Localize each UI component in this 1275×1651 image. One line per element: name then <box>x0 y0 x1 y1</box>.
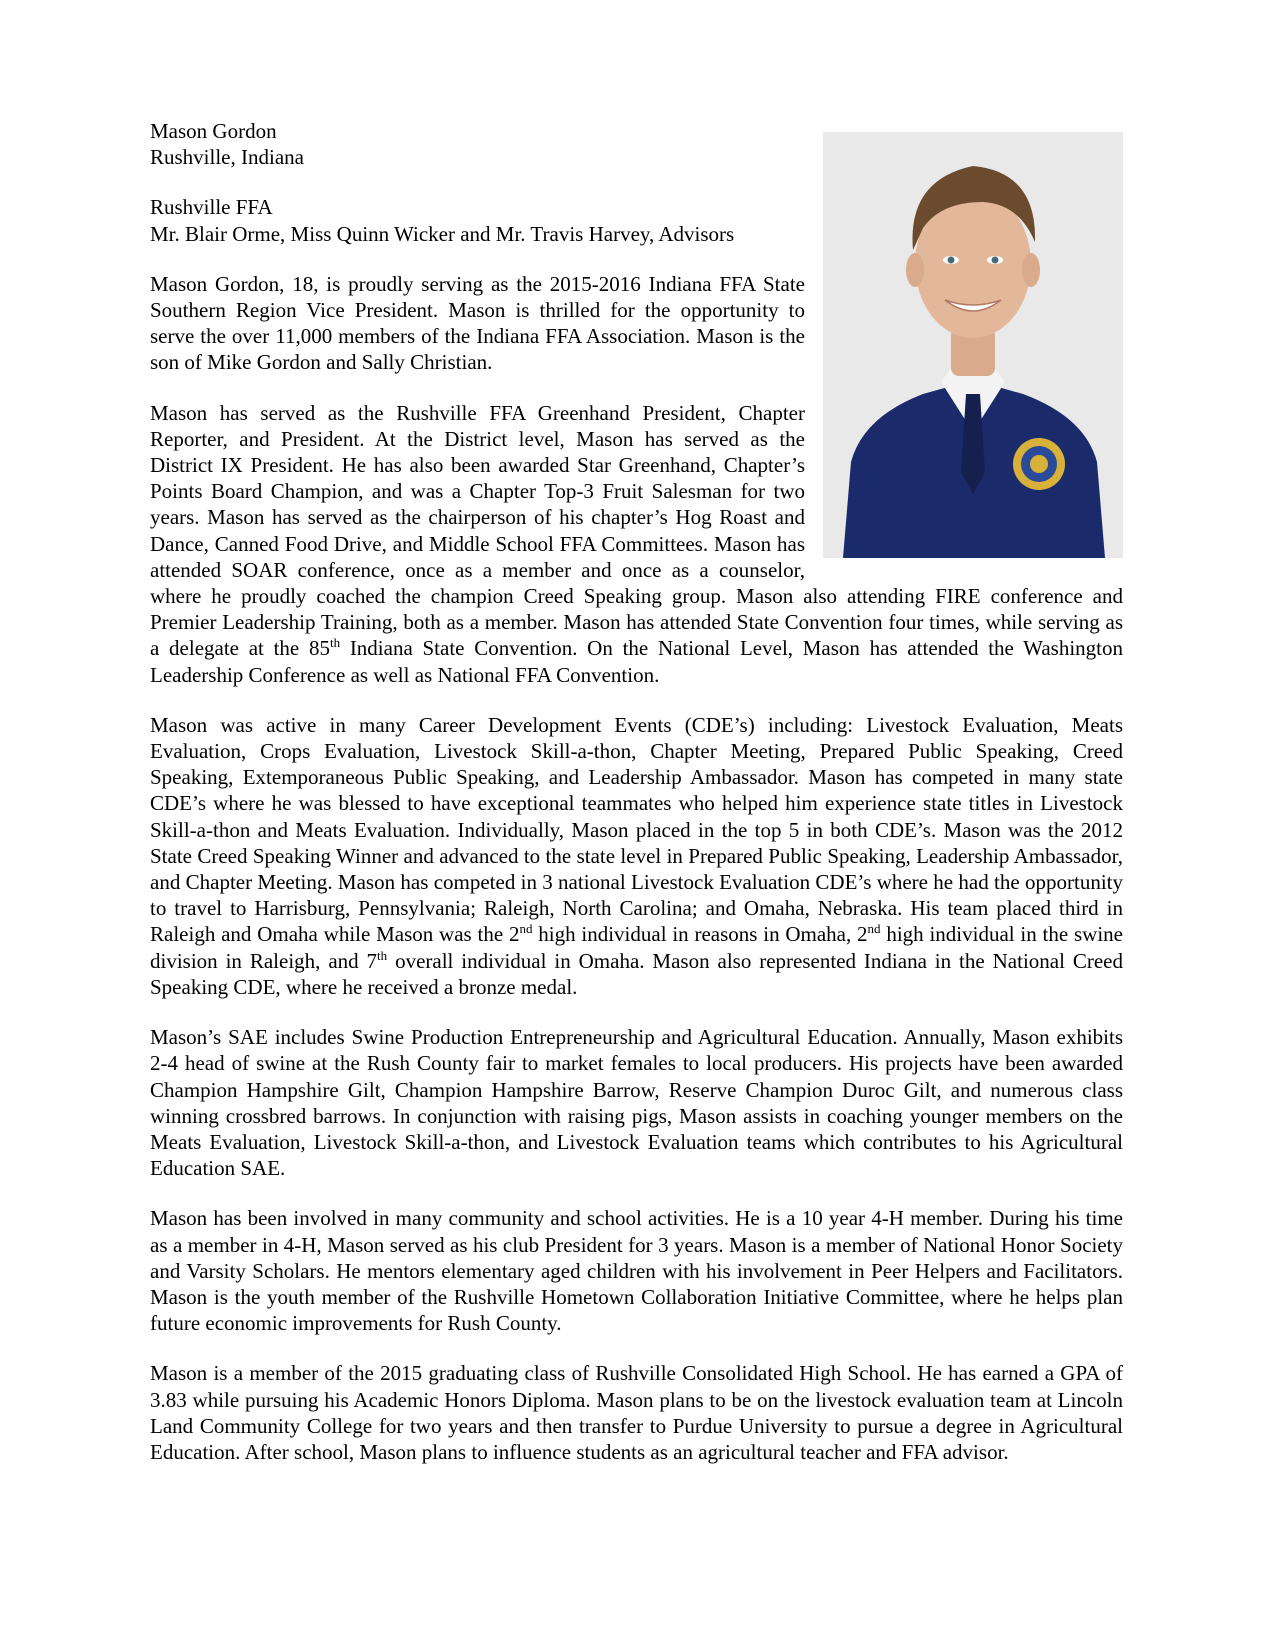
document-page <box>150 118 1123 1489</box>
portrait-illustration <box>823 132 1123 558</box>
person-location: Rushville, Indiana <box>150 145 304 170</box>
paragraph-education: Mason is a member of the 2015 graduating class of Rushville Consolidated High School. He has earned a GPA of 3.83 while pursuing his Academic Honors Diploma. Mason plans to be on the livestock evaluation team at Lincoln Land Community College for two years and then transfer to Purdue University to pursue a degree in Agricultural Education. After school, Mason plans to influence students as an agricultural teacher and FFA advisor. <box>150 1361 1123 1464</box>
paragraph-intro: Mason Gordon, 18, is proudly serving as the 2015-2016 Indiana FFA State Southern Region Vice President. Mason is thrilled for the opportunity to serve the over 11,000 members of the Indiana FFA Association. Mason is the son of Mike Gordon and Sally Christian. <box>150 271 805 375</box>
paragraph-sae: Mason’s SAE includes Swine Production Entrepreneurship and Agricultural Education. Annually, Mason exhibits 2-4 head of swine at the Rush County fair to market females to local producers. His projects have been awarded Champion Hampshire Gilt, Champion Hampshire Barrow, Reserve Champion Duroc Gilt, and numerous class winning crossbred barrows. In conjunction with raising pigs, Mason assists in coaching younger members on the Meats Evaluation, Livestock Skill-a-thon, and Livestock Evaluation teams which contributes to his Agricultural Education SAE. <box>150 1025 1123 1181</box>
chapter-name: Rushville FFA <box>150 195 273 220</box>
advisors-line: Mr. Blair Orme, Miss Quinn Wicker and Mr. Travis Harvey, Advisors <box>150 221 735 246</box>
paragraph-cde: Mason was active in many Career Development Events (CDE’s) including: Livestock Evaluation, Meats Evaluation, Crops Evaluation, Livestock Skill-a-thon, Chapter Meeting, Prepared Public Speaking, Creed Speaking, Extemporaneous Public Speaking, and Leadership Ambassador. Mason has competed in many state CDE’s where he was blessed to have exceptional teammates who helped him experience state titles in Livestock Skill-a-thon and Meats Evaluation. Individually, Mason placed in the top 5 in both CDE’s. Mason was the 2012 State Creed Speaking Winner and advanced to the state level in Prepared Public Speaking, Leadership Ambassador, and Chapter Meeting. Mason has competed in 3 national Livestock Evaluation CDE’s where he had the opportunity to travel to Harrisburg, Pennsylvania; Raleigh, North Carolina; and Omaha, Nebraska. His team placed third in Raleigh and Omaha while Mason was the 2nd high individual in reasons in Omaha, 2nd high individual in the swine division in Raleigh, and 7th overall individual in Omaha. Mason also represented Indiana in the National Creed Speaking CDE, where he received a bronze medal. <box>150 712 1123 999</box>
paragraph-leadership: Mason has served as the Rushville FFA Greenhand President, Chapter Reporter, and President. At the District level, Mason has served as the District IX President. He has also been awarded Star Greenhand, Chapter’s Points Board Champion, and was a Chapter Top-3 Fruit Salesman for two years. Mason has served as the chairperson of his chapter’s Hog Roast and Dance, Canned Food Drive, and Middle School FFA Committees. Mason has attended SOAR conference, once as a member and once as a counselor, where he proudly coached the champion Creed Speaking group. Mason also attending FIRE conference and Premier Leadership Training, both as a member. Mason has attended State Convention four times, while serving as a delegate at the 85th Indiana State Convention. On the National Level, Mason has attended the Washington Leadership Conference as well as National FFA Convention. <box>150 400 1123 687</box>
person-name: Mason Gordon <box>150 119 277 143</box>
portrait-photo <box>823 132 1123 558</box>
paragraph-community: Mason has been involved in many community and school activities. He is a 10 year 4-H member. During his time as a member in 4-H, Mason served as his club President for 3 years. Mason is a member of National Honor Society and Varsity Scholars. He mentors elementary aged children with his involvement in Peer Helpers and Facilitators. Mason is the youth member of the Rushville Hometown Collaboration Initiative Committee, where he helps plan future economic improvements for Rush County. <box>150 1206 1123 1336</box>
